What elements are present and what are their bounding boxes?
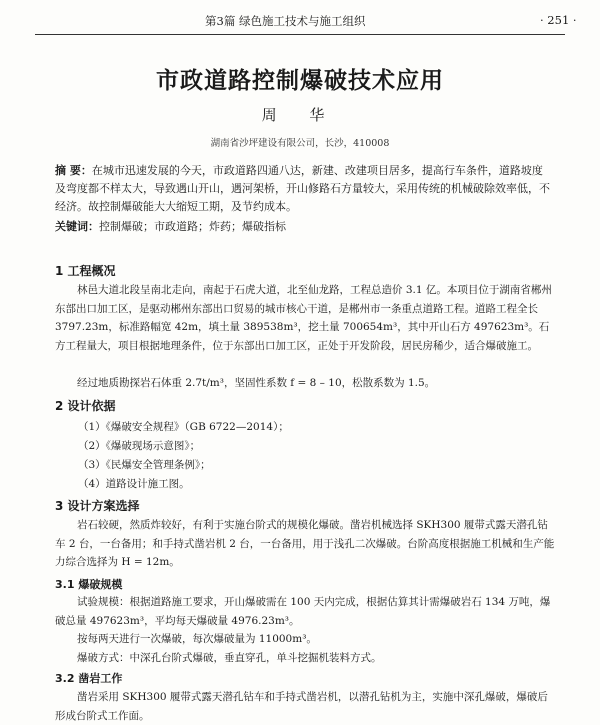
reference-item: （3）《民爆安全管理条例》； [78,459,211,471]
abstract-label: 摘 要： [55,164,92,177]
subsection-3-1-paragraph-2: 按每两天进行一次爆破，每次爆破量为 11000m³。 [77,633,317,645]
abstract-text: 在城市迅速发展的今天，市政道路四通八达，新建、改建项目居多，提高行车条件，道路坡度及弯度都不样太大，导致遇山开山，遇河架桥，开山修路石方量较大，采用传统的机械破除效率低，不经济。故控制爆破能大大缩短工期，及节约成本。 [55,164,550,213]
author-name: 周 华 [261,106,339,124]
abstract [55,162,552,216]
reference-item: （2）《爆破现场示意图》； [78,440,201,452]
article-title: 市政道路控制爆破技术应用 [156,68,444,94]
page-number: · 251 · [540,13,577,27]
subsection-3-1-paragraph-3: 爆破方式：中深孔台阶式爆破，垂直穿孔，单斗挖掘机装料方式。 [77,652,382,664]
reference-item: （1）《爆破安全规程》（GB 6722—2014）； [78,421,289,433]
keywords-text: 控制爆破；市政道路；炸药；爆破指标 [99,220,286,233]
section-1-paragraph-2: 经过地质勘探岩石体重 2.7t/m³，坚固性系数 f = 8 – 10，松散系数为 1.5。 [77,377,436,389]
section-3-paragraph-1: 岩石较硬，然质炸较好，有利于实施台阶式的规模化爆破。凿岩机械选择 SKH300 履带式露天潜孔钻车 2 台，一台备用；和手持式凿岩机 2 台，一台备用，用于浅孔二次爆破。台阶高度根据施工机械和生产能力综合选择为 H = 12m。 [55,519,555,569]
subsection-heading-3-2: 3.2 凿岩工作 [55,672,123,685]
running-header [0,10,600,32]
section-heading-3: 3 设计方案选择 [55,499,140,513]
chapter-title: 第3篇 绿色施工技术与施工组织 [205,14,366,28]
reference-item: （4）道路设计施工图。 [78,478,190,490]
subsection-3-1-paragraph-1: 试验规模：根据道路施工要求，开山爆破需在 100 天内完成，根据估算其计需爆破岩石 134 万吨，爆破总量 497623m³，平均每天爆破量 4976.23m³。 [55,596,551,627]
keywords [55,218,552,234]
header-rule [35,34,565,35]
affiliation: 湖南省沙坪建设有限公司，长沙，410008 [210,138,390,149]
subsection-3-2-paragraph-1: 凿岩采用 SKH300 履带式露天潜孔钻车和手持式凿岩机，以潜孔钻机为主，实施中深孔爆破，爆破后形成台阶式工作面。 [55,691,548,722]
section-heading-2: 2 设计依据 [55,399,116,413]
subsection-heading-3-1: 3.1 爆破规模 [55,578,123,591]
keywords-label: 关键词： [55,220,99,233]
section-heading-1: 1 工程概况 [55,264,116,278]
section-1-paragraph-1: 林邑大道北段呈南北走向，南起于石虎大道，北至仙龙路，工程总造价 3.1 亿。本项目位于湖南省郴州东部出口加工区，是驱动郴州东部出口贸易的城市核心干道，是郴州市一条重点道路工程。道路工程全长 3797.23m，标准路幅宽 42m，填土量 389538m³，挖土量 700654m³，其中开山石方 497623m³。石方工程量大，项目根据地理条件，位于东部出口加工区，正处于开发阶段，居民房稀少，适合爆破施工。 [55,284,552,352]
